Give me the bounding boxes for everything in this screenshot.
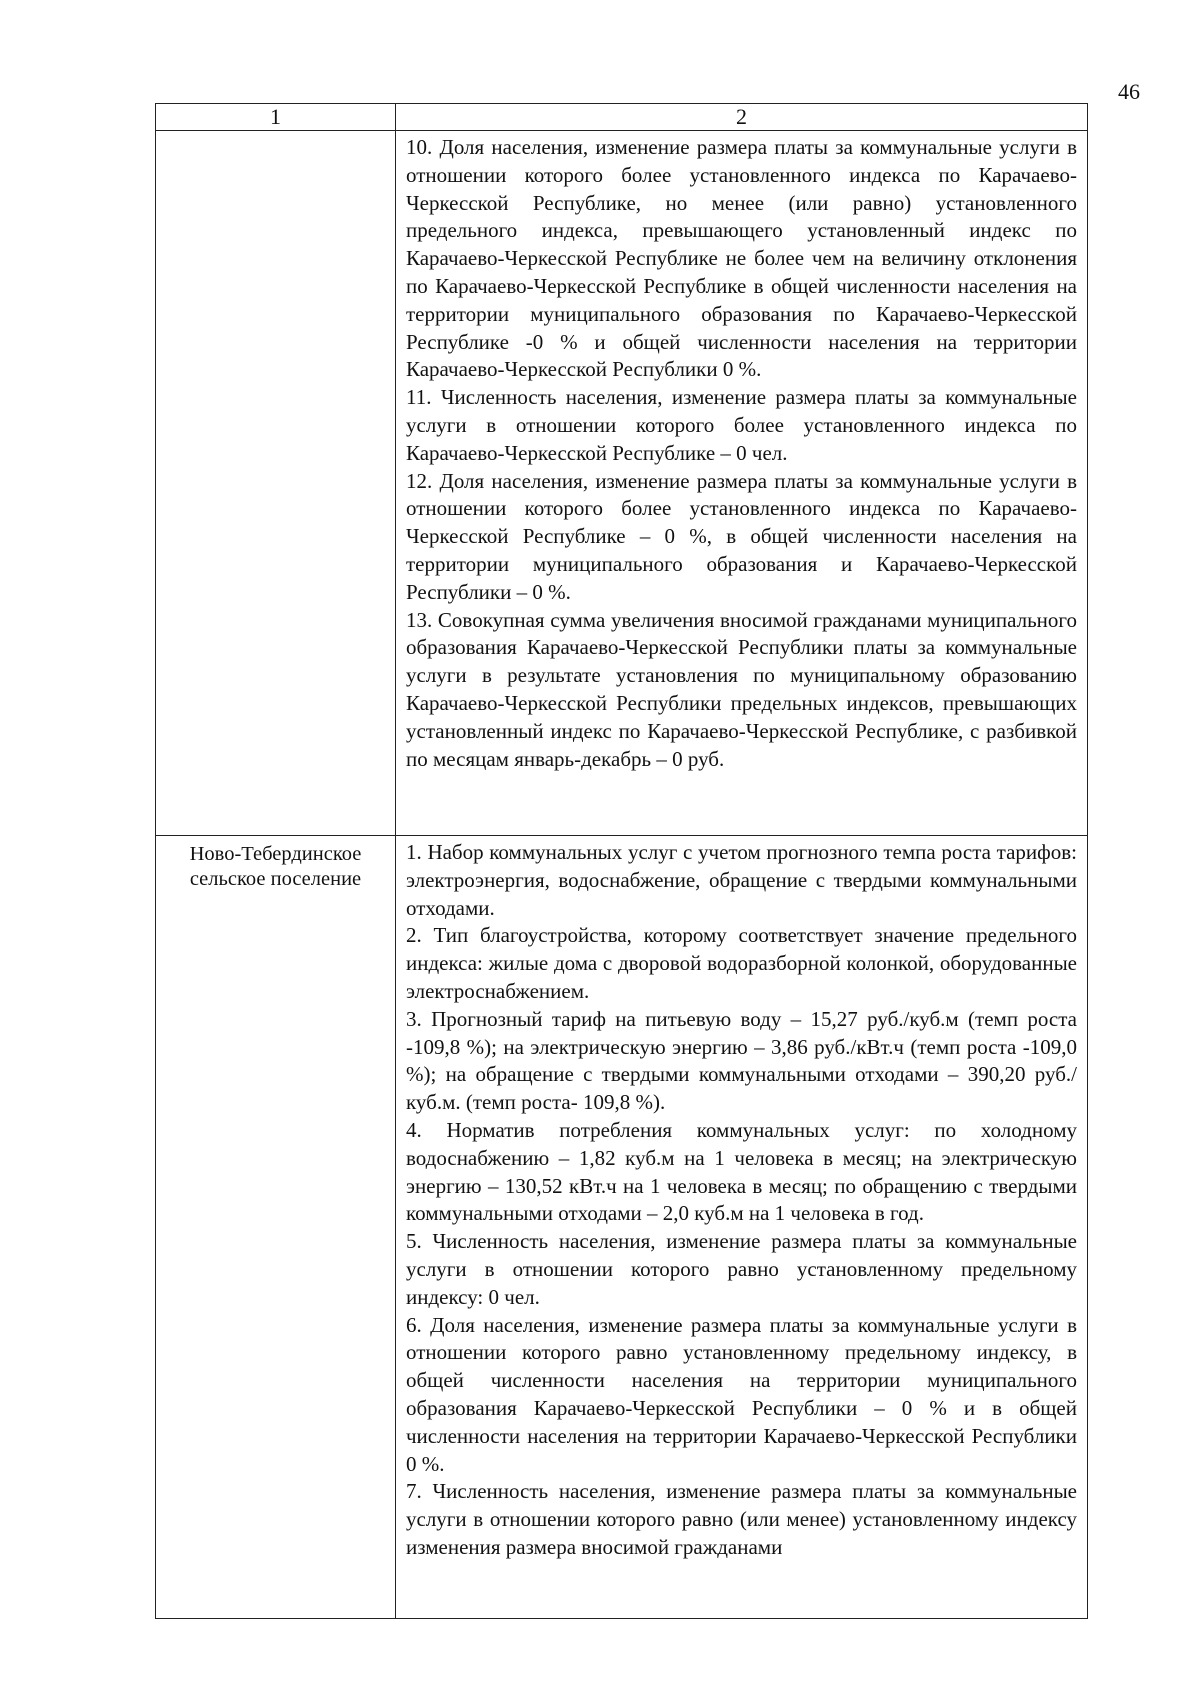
indicator-item: 12. Доля населения, изменение размера платы за коммунальные услуги в отношении которого более установленного индекса по Карачаево-Черкесской Республике – 0 %, в общей численности населения на территории муниципального образования и Карачаево-Черкесской Республики – 0 %. [406,468,1077,604]
indicator-item: 1. Набор коммунальных услуг с учетом прогнозного темпа роста тарифов: электроэнергия, водоснабжение, обращение с твердыми коммунальными отходами. [406,840,1077,920]
municipality-cell [156,131,396,836]
column-header-2: 2 [396,104,1088,131]
document-table [155,103,1088,1619]
indicator-item: 11. Численность населения, изменение размера платы за коммунальные услуги в отношении которого более установленного индекса по Карачаево-Черкесской Республике – 0 чел. [406,385,1077,465]
indicator-item: 13. Совокупная сумма увеличения вносимой гражданами муниципального образования Карачаево-Черкесской Республики платы за коммунальные услуги в результате установления по муниципальному образованию Карачаево-Черкесской Республики предельных индексов, превышающих установленный индекс по Карачаево-Черкесской Республике, с разбивкой по месяцам январь-декабрь – 0 руб. [406,607,1077,771]
column-header-1: 1 [156,104,396,131]
indicator-item: 6. Доля населения, изменение размера платы за коммунальные услуги в отношении которого равно установленному предельному индексу, в общей численности населения на территории муниципального образования Карачаево-Черкесской Республики – 0 % и в общей численности населения на территории Карачаево-Черкесской Республики 0 %. [406,1312,1077,1476]
table-row [156,836,1088,1619]
municipality-cell: Ново-Тебердинское сельское поселение [156,836,396,1619]
indicator-item: 5. Численность населения, изменение размера платы за коммунальные услуги в отношении которого равно установленному предельному индексу: 0 чел. [406,1229,1077,1309]
indicator-item: 7. Численность населения, изменение размера платы за коммунальные услуги в отношении которого равно (или менее) установленному индексу изменения размера вносимой гражданами [406,1479,1077,1559]
indicator-item: 4. Норматив потребления коммунальных услуг: по холодному водоснабжению – 1,82 куб.м на 1 человека в месяц; на электрическую энергию – 130,52 кВт.ч на 1 человека в месяц; по обращению с твердыми коммунальными отходами – 2,0 куб.м на 1 человека в год. [406,1117,1077,1226]
indicator-item: 3. Прогнозный тариф на питьевую воду – 15,27 руб./куб.м (темп роста -109,8 %); на электрическую энергию – 3,86 руб./кВт.ч (темп роста -109,0 %); на обращение с твердыми коммунальными отходами – 390,20 руб./куб.м. (темп роста- 109,8 %). [406,1006,1077,1115]
indicator-item: 2. Тип благоустройства, которому соответствует значение предельного индекса: жилые дома с дворовой водоразборной колонкой, оборудованные электроснабжением. [406,923,1077,1003]
page-number: 46 [1118,79,1140,104]
indicator-item: 10. Доля населения, изменение размера платы за коммунальные услуги в отношении которого более установленного индекса по Карачаево-Черкесской Республике, но менее (или равно) установленного предельного индекса, превышающего установленный индекс по Карачаево-Черкесской Республике не более чем на величину отклонения по Карачаево-Черкесской Республике в общей численности населения на территории муниципального образования по Карачаево-Черкесской Республике -0 % и общей численности населения на территории Карачаево-Черкесской Республики 0 %. [406,135,1077,382]
indicators-cell [396,131,1088,836]
table-header-row [156,104,1088,131]
table-row [156,131,1088,836]
indicators-cell [396,836,1088,1619]
